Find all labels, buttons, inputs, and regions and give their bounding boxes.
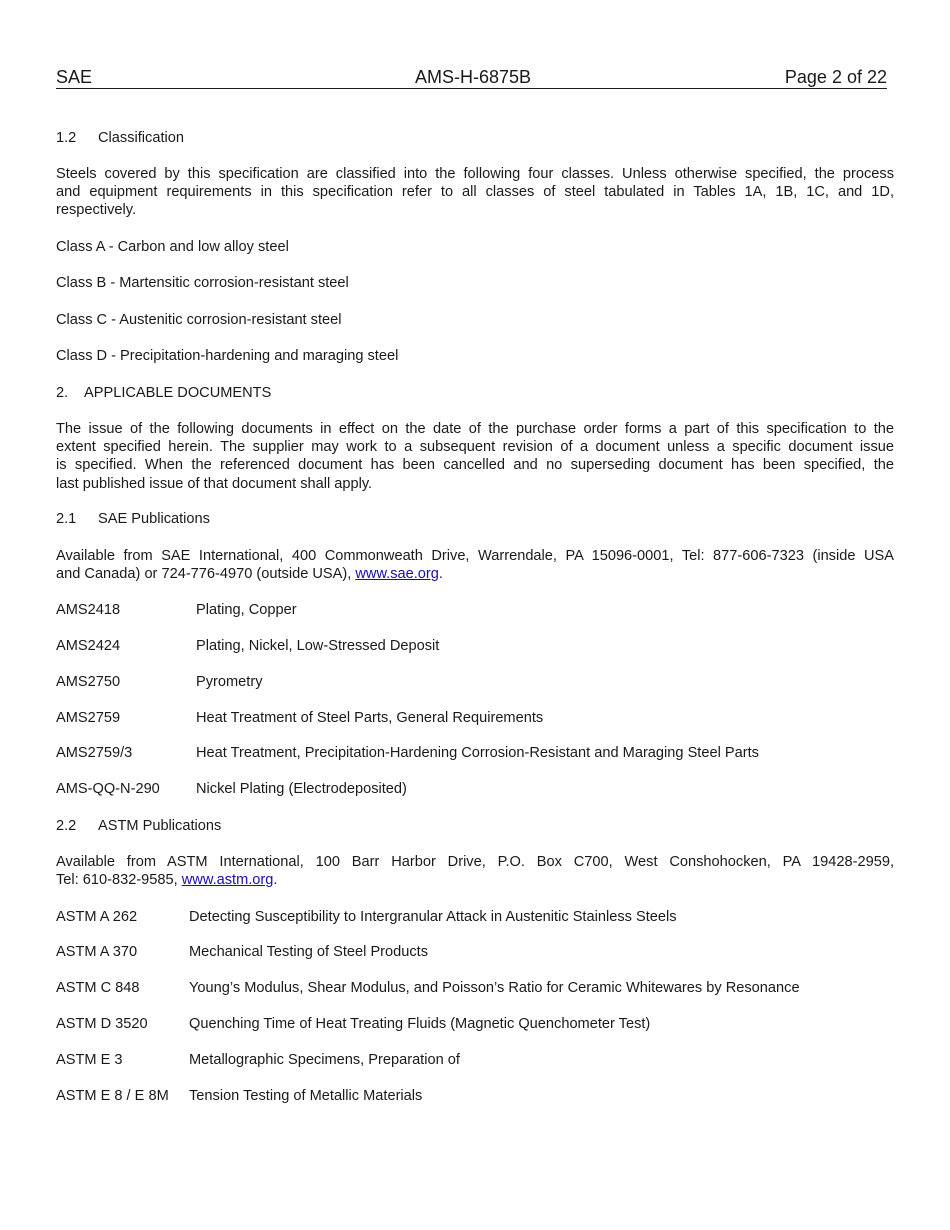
document-code: AMS2759/3 (56, 745, 133, 761)
sae-availability-paragraph (56, 547, 894, 583)
document-row (56, 908, 896, 926)
paragraph-line: and Canada) or 724-776-4970 (outside USA), www.sae.org. (56, 566, 443, 583)
paragraph-line: last published issue of that document shall apply. (56, 475, 373, 492)
document-title: Nickel Plating (Electrodeposited) (196, 781, 407, 797)
header-doc-number: AMS-H-6875B (415, 67, 532, 87)
paragraph-line: Steels covered by this specification are classified into the following four classes. Unless otherwise specified, the process (56, 166, 894, 182)
document-title: Quenching Time of Heat Treating Fluids (Magnetic Quenchometer Test) (189, 1016, 651, 1032)
page-header (56, 66, 887, 89)
document-row (56, 709, 896, 727)
document-code: ASTM E 8 / E 8M (56, 1088, 169, 1104)
paragraph-line: Available from SAE International, 400 Commonweath Drive, Warrendale, PA 15096-0001, Tel: 877-606-7323 (inside USA (56, 548, 894, 564)
document-title: Tension Testing of Metallic Materials (189, 1088, 423, 1104)
applicable-documents-paragraph (56, 420, 894, 493)
document-title: Plating, Copper (196, 602, 297, 618)
section-heading-2 (56, 384, 271, 402)
paragraph-line: Available from ASTM International, 100 Barr Harbor Drive, P.O. Box C700, West Conshohocken, PA 19428-2959, (56, 854, 894, 870)
document-row (56, 744, 896, 762)
document-code: AMS2424 (56, 638, 121, 654)
section-heading-2-2 (56, 817, 221, 835)
section-heading-1-2 (56, 129, 184, 147)
document-title: Heat Treatment of Steel Parts, General Requirements (196, 710, 544, 726)
astm-website-link[interactable]: www.astm.org (181, 872, 274, 889)
document-row (56, 1015, 896, 1033)
astm-availability-paragraph (56, 853, 894, 889)
document-code: ASTM A 262 (56, 909, 138, 925)
section-title: APPLICABLE DOCUMENTS (84, 385, 272, 401)
paragraph-line: respectively. (56, 202, 137, 219)
section-number: 2.1 (56, 511, 77, 527)
document-code: AMS2418 (56, 602, 121, 618)
document-title: Heat Treatment, Precipitation-Hardening Corrosion-Resistant and Maraging Steel Parts (196, 745, 759, 761)
document-code: ASTM A 370 (56, 944, 138, 960)
header-page-number: Page 2 of 22 (784, 67, 887, 87)
sae-website-link[interactable]: www.sae.org (355, 566, 439, 583)
paragraph-line: is specified. When the referenced document has been cancelled and no superseding document has been specified, the (56, 457, 894, 474)
document-code: ASTM E 3 (56, 1052, 123, 1068)
document-row (56, 1087, 896, 1105)
document-code: AMS2750 (56, 674, 121, 690)
document-row (56, 1051, 896, 1069)
section-title: ASTM Publications (98, 818, 222, 834)
section-number: 1.2 (56, 130, 77, 146)
document-title: Plating, Nickel, Low-Stressed Deposit (196, 638, 440, 654)
document-row (56, 601, 896, 619)
document-code: ASTM C 848 (56, 980, 140, 996)
header-org: SAE (56, 67, 93, 87)
document-title: Mechanical Testing of Steel Products (189, 944, 429, 960)
class-a-line: Class A - Carbon and low alloy steel (56, 239, 289, 255)
document-row (56, 943, 896, 961)
paragraph-line: extent specified herein. The supplier may work to a subsequent revision of a document unless a specific document issue (56, 439, 894, 456)
document-row (56, 637, 896, 655)
section-number: 2. (56, 385, 69, 401)
document-code: AMS2759 (56, 710, 121, 726)
section-number: 2.2 (56, 818, 77, 834)
class-b-line: Class B - Martensitic corrosion-resistant steel (56, 275, 349, 291)
paragraph-line: and equipment requirements in this specification refer to all classes of steel tabulated in Tables 1A, 1B, 1C, and 1D, (56, 184, 894, 201)
class-d-line: Class D - Precipitation-hardening and maraging steel (56, 348, 399, 364)
document-title: Pyrometry (196, 674, 263, 690)
document-title: Young’s Modulus, Shear Modulus, and Poisson’s Ratio for Ceramic Whitewares by Resonance (189, 980, 800, 996)
document-title: Detecting Susceptibility to Intergranular Attack in Austenitic Stainless Steels (189, 909, 677, 925)
document-row (56, 979, 896, 997)
document-row (56, 673, 896, 691)
document-code: AMS-QQ-N-290 (56, 781, 160, 797)
section-title: Classification (98, 130, 184, 146)
section-heading-2-1 (56, 510, 210, 528)
document-title: Metallographic Specimens, Preparation of (189, 1052, 460, 1068)
paragraph-line: The issue of the following documents in effect on the date of the purchase order forms a part of this specification to the (56, 421, 894, 437)
document-code: ASTM D 3520 (56, 1016, 148, 1032)
class-c-line: Class C - Austenitic corrosion-resistant steel (56, 312, 342, 328)
section-title: SAE Publications (98, 511, 210, 527)
document-row (56, 780, 896, 798)
paragraph-line: Tel: 610-832-9585, www.astm.org. (56, 872, 278, 889)
classification-paragraph (56, 165, 894, 220)
